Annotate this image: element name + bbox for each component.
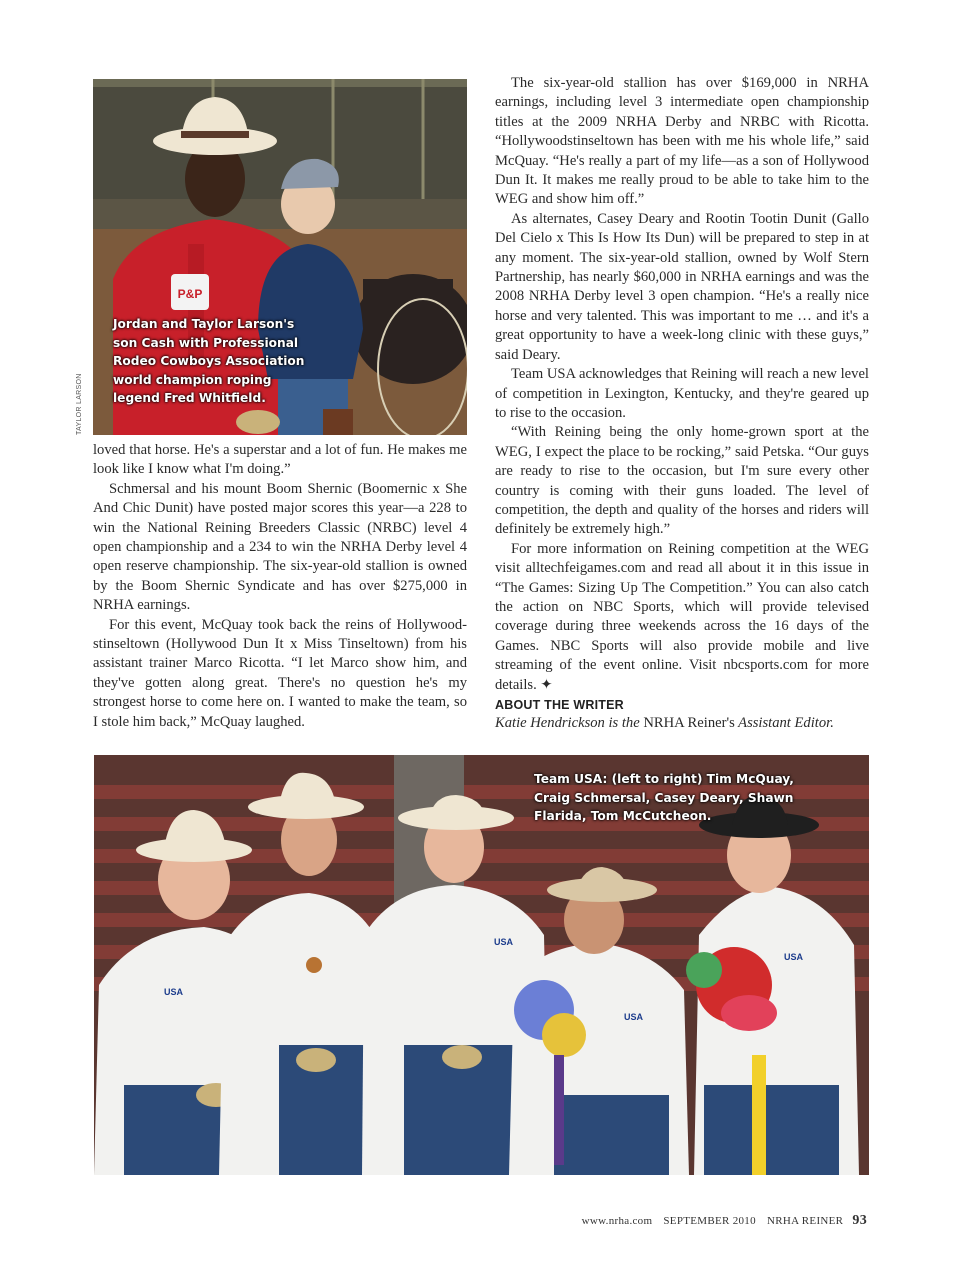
footer-magazine: NRHA REINER xyxy=(766,1215,844,1227)
right-paragraph-4: “With Reining being the only home-grown sport at the WEG, I expect the place to be rocking,” said Petska. “Our guys are ready to rise to the occasion, but I'm sure every other country is coming with their guns loaded. The level of competition, the depth and quality of the horses and riders will definitely be extremely high.” xyxy=(495,424,869,538)
left-paragraph-3: For this event, McQuay took back the reins of Hollywoodstinseltown (Hollywood Dun It x Miss Tinseltown) from his assistant trainer Marco Ricotta. “I let Marco show him, and they've gotten along great. There's no question he's my strongest horse to come here on. I wanted to make the team, so I stole him back,” McQuay laughed. xyxy=(93,616,467,730)
publication-name: NRHA Reiner's xyxy=(643,715,735,731)
about-writer-body xyxy=(495,714,875,733)
right-paragraph-5: For more information on Reining competition at the WEG visit alltechfeigames.com and read all about it in this issue in “The Games: Sizing Up The Competition.” You can also catch the action on NBC Sports, which will provide televised coverage during three weekends across the 16 days of the Games. NBC Sports will also provide mobile and live streaming of the event online. Visit nbcsports.com for more details. ✦ xyxy=(495,540,869,693)
page-footer xyxy=(582,1213,867,1229)
svg-text:USA: USA xyxy=(164,987,184,997)
svg-text:USA: USA xyxy=(784,952,804,962)
left-paragraph-2: Schmersal and his mount Boom Shernic (Boomernic x She And Chic Dunit) have posted major scores this year—a 228 to win the National Reining Breeders Classic (NRBC) level 4 open championship and a 234 to win the NRHA Derby level 4 open reserve championship. The six-year-old stallion is owned by the Boom Shernic Syndicate and has over $275,000 in NRHA earnings. xyxy=(93,480,467,614)
photo-credit: TAYLOR LARSON xyxy=(76,373,83,435)
right-column xyxy=(495,74,869,695)
about-writer-heading: ABOUT THE WRITER xyxy=(495,698,624,712)
right-paragraph-3: Team USA acknowledges that Reining will reach a new level of competition in Lexington, Kentucky, and they're geared up to rise to the occasion. xyxy=(495,366,869,421)
svg-text:USA: USA xyxy=(624,1012,644,1022)
svg-text:P&P: P&P xyxy=(177,287,203,301)
page-number: 93 xyxy=(852,1213,867,1228)
right-paragraph-1: The six-year-old stallion has over $169,000 in NRHA earnings, including level 3 intermediate open championship titles at the 2009 NRHA Derby and NRBC with Ricotta. “Hollywoodstinseltown has been with me his whole life,” said McQuay. “He's really a part of my life—as a son of Hollywood Dun It. It makes me really proud to be able to take him to the WEG and show him off.” xyxy=(495,75,869,208)
footer-url: www.nrha.com xyxy=(581,1215,653,1227)
left-paragraph-1: loved that horse. He's a superstar and a lot of fun. He makes me look like I know what I'm doing.” xyxy=(93,442,467,478)
photo-top-caption: Jordan and Taylor Larson's son Cash with Professional Rodeo Cowboys Association world champion roping legend Fred Whitfield. xyxy=(113,317,305,405)
writer-title: Assistant Editor. xyxy=(738,715,834,731)
left-column xyxy=(93,441,467,732)
footer-issue: SEPTEMBER 2010 xyxy=(663,1215,756,1227)
svg-text:USA: USA xyxy=(494,937,514,947)
writer-name: Katie Hendrickson is the xyxy=(495,715,640,731)
right-paragraph-2: As alternates, Casey Deary and Rootin Tootin Dunit (Gallo Del Cielo x This Is How Its Dun) will be prepared to step in at any moment. The six-year-old stallion, owned by Wolf Stern Partnership, has nearly $60,000 in NRHA earnings and was the 2008 NRHA Derby level 3 open champion. “He's a really nice horse and very talented. This was important to me … and it's a great opportunity to have a week-long clinic with these guys,” said Deary. xyxy=(495,210,869,363)
photo-bottom-caption: Team USA: (left to right) Tim McQuay, Craig Schmersal, Casey Deary, Shawn Flarida, Tom McCutcheon. xyxy=(534,772,794,823)
